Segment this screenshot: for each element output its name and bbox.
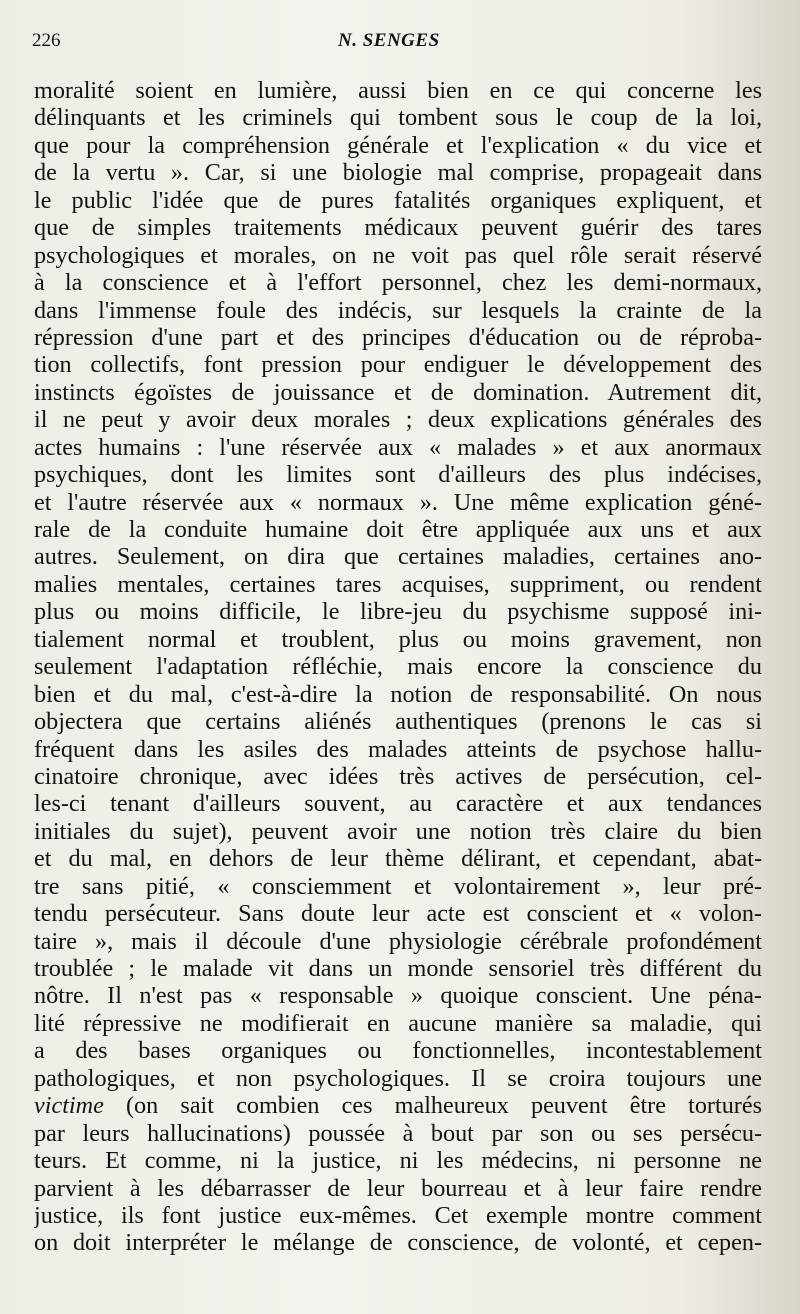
text-line: tendu persécuteur. Sans doute leur acte est conscient et « volon- (34, 900, 762, 928)
running-head: N. SENGES (338, 30, 440, 51)
text-line: seulement l'adaptation réfléchie, mais encore la conscience du (34, 653, 762, 681)
text-line: a des bases organiques ou fonctionnelles, incontestablement (34, 1037, 762, 1065)
text-line: à la conscience et à l'effort personnel, chez les demi-normaux, (34, 269, 762, 297)
page-header (0, 30, 800, 60)
text-line: que pour la compréhension générale et l'explication « du vice et (34, 131, 762, 159)
text-line: les-ci tenant d'ailleurs souvent, au caractère et aux tendances (34, 790, 762, 818)
text-line: rale de la conduite humaine doit être appliquée aux uns et aux (34, 516, 762, 543)
text-line: et l'autre réservée aux « normaux ». Une même explication géné- (34, 488, 762, 516)
text-line: de la vertu ». Car, si une biologie mal comprise, propageait dans (34, 159, 762, 187)
text-line: troublée ; le malade vit dans un monde sensoriel très différent du (34, 955, 762, 982)
text-line: fréquent dans les asiles des malades atteints de psychose hallu- (34, 735, 762, 763)
text-line: taire », mais il découle d'une physiologie cérébrale profondément (34, 927, 762, 955)
text-line: objectera que certains aliénés authentiques (prenons le cas si (34, 708, 762, 736)
text-line: parvient à les débarrasser de leur bourreau et à leur faire rendre (34, 1174, 762, 1202)
text-line-with-italic (34, 1092, 762, 1119)
text-line: le public l'idée que de pures fatalités organiques expliquent, et (34, 186, 762, 214)
text-line-rest: (on sait combien ces malheureux peuvent être torturés (103, 1092, 762, 1120)
text-line: répression d'une part et des principes d'éducation ou de réproba- (34, 323, 762, 351)
text-line: malies mentales, certaines tares acquises, suppriment, ou rendent (34, 570, 762, 598)
text-line: tre sans pitié, « consciemment et volontairement », leur pré- (34, 872, 762, 900)
text-line: on doit interpréter le mélange de conscience, de volonté, et cepen- (34, 1229, 762, 1257)
text-line: tialement normal et troublent, plus ou moins gravement, non (34, 625, 762, 653)
text-line: cinatoire chronique, avec idées très actives de persécution, cel- (34, 762, 762, 790)
text-line: teurs. Et comme, ni la justice, ni les médecins, ni personne ne (34, 1147, 762, 1175)
text-line: il ne peut y avoir deux morales ; deux explications générales des (34, 406, 762, 434)
text-line: que de simples traitements médicaux peuvent guérir des tares (34, 214, 762, 242)
italic-word: victime (34, 1092, 104, 1120)
text-line: bien et du mal, c'est-à-dire la notion de responsabilité. On nous (34, 680, 762, 708)
text-line: instincts égoïstes de jouissance et de domination. Autrement dit, (34, 378, 762, 406)
text-line: moralité soient en lumière, aussi bien en ce qui concerne les (34, 77, 762, 104)
text-line: tion collectifs, font pression pour endiguer le développement des (34, 351, 762, 379)
text-line: délinquants et les criminels qui tombent sous le coup de la loi, (34, 104, 762, 132)
page-number: 226 (32, 30, 61, 51)
text-line: pathologiques, et non psychologiques. Il se croira toujours une (34, 1064, 762, 1092)
text-line: psychiques, dont les limites sont d'ailleurs des plus indécises, (34, 461, 762, 489)
text-line: psychologiques et morales, on ne voit pas quel rôle serait réservé (34, 241, 762, 269)
body-text (34, 77, 762, 1257)
text-line: nôtre. Il n'est pas « responsable » quoique conscient. Une péna- (34, 982, 762, 1010)
text-line: justice, ils font justice eux-mêmes. Cet exemple montre comment (34, 1201, 762, 1229)
text-line: par leurs hallucinations) poussée à bout par son ou ses persécu- (34, 1119, 762, 1147)
text-line: et du mal, en dehors de leur thème délirant, et cependant, abat- (34, 845, 762, 873)
text-line: plus ou moins difficile, le libre-jeu du psychisme supposé ini- (34, 598, 762, 626)
text-line: lité répressive ne modifierait en aucune manière sa maladie, qui (34, 1009, 762, 1037)
text-line: actes humains : l'une réservée aux « malades » et aux anormaux (34, 433, 762, 461)
text-line: autres. Seulement, on dira que certaines maladies, certaines ano- (34, 543, 762, 571)
text-line: initiales du sujet), peuvent avoir une notion très claire du bien (34, 817, 762, 845)
text-line: dans l'immense foule des indécis, sur lesquels la crainte de la (34, 296, 762, 324)
